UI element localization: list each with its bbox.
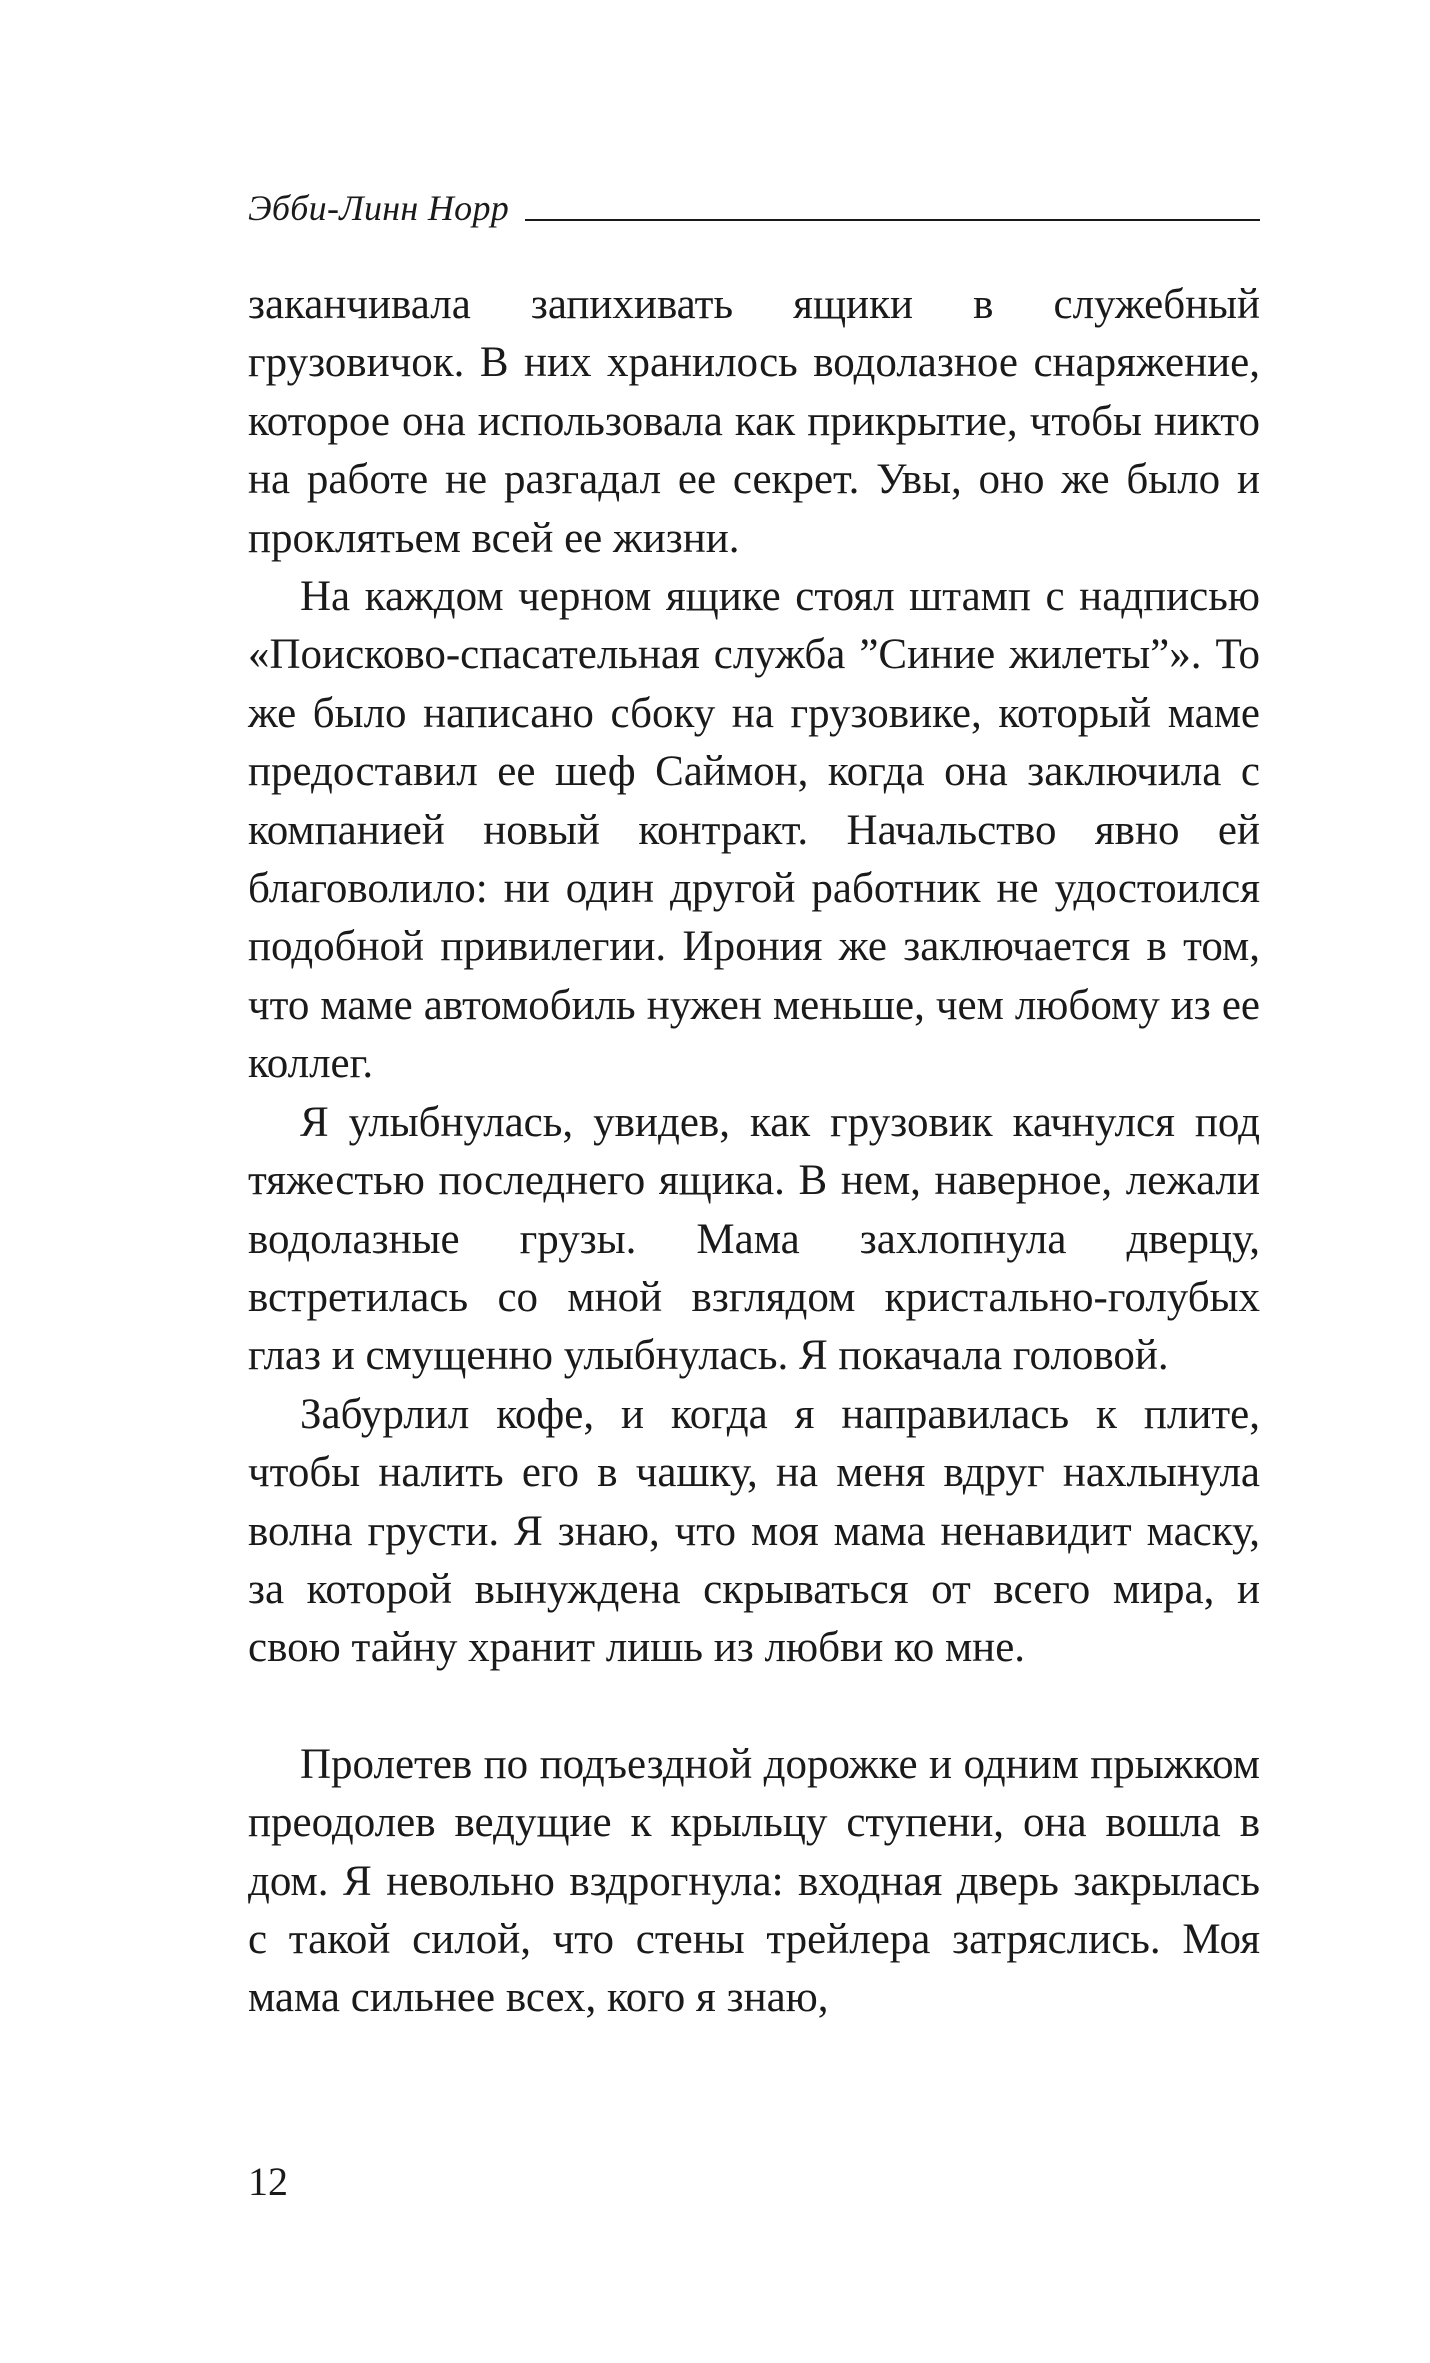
paragraph: Я улыбнулась, увидев, как грузовик качнулся под тяжестью последнего ящика. В нем, наверное, лежали водолазные грузы. Мама захлопнула дверцу, встретилась со мной взглядом кристально-голубых глаз и смущенно улыбнулась. Я покачала головой. bbox=[248, 1098, 1260, 1380]
paragraph: На каждом черном ящике стоял штамп с надписью «Поисково-спасательная служба ”Синие жилеты”». То же было написано сбоку на грузовике, который маме предоставил ее шеф Саймон, когда она заключила с компанией новый контракт. Начальство явно ей благоволило: ни один другой работник не удостоился подобной привилегии. Ирония же заключается в том, что маме автомобиль нужен меньше, чем любому из ее коллег. bbox=[248, 573, 1260, 1088]
paragraph: Забурлил кофе, и когда я направилась к плите, чтобы налить его в чашку, на меня вдруг нахлынула волна грусти. Я знаю, что моя мама ненавидит маску, за которой вынуждена скрываться от всего мира, и свою тайну хранит лишь из любви ко мне. bbox=[248, 1390, 1260, 1672]
paragraph-section-start: Пролетев по подъездной дорожке и одним прыжком преодолев ведущие к крыльцу ступени, она вошла в дом. Я невольно вздрогнула: входная дверь закрылась с такой силой, что стены трейлера затряслись. Моя мама сильнее всех, кого я знаю, bbox=[248, 1740, 1260, 2022]
body-text bbox=[248, 276, 1260, 2028]
running-header-author: Эбби-Линн Норр bbox=[248, 188, 510, 228]
page-number: 12 bbox=[248, 2159, 288, 2204]
running-header bbox=[248, 178, 1260, 228]
header-rule bbox=[525, 219, 1260, 221]
paragraph-continuation: заканчивала запихивать ящики в служебный грузовичок. В них хранилось водолазное снаряжение, которое она использовала как прикрытие, чтобы никто на работе не разгадал ее секрет. Увы, оно же было и проклятьем всей ее жизни. bbox=[248, 281, 1260, 562]
